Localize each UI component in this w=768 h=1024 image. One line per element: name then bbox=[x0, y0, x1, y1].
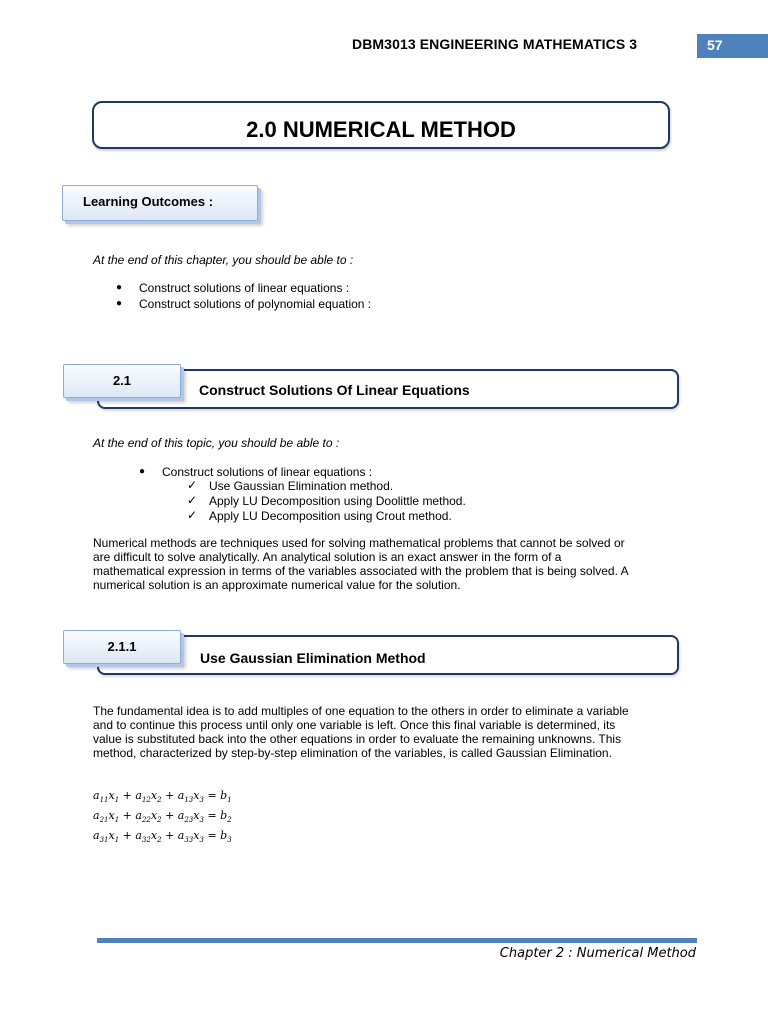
list-item-text: Construct solutions of linear equations : bbox=[162, 465, 373, 479]
equation: $a_{21}x_1 + a_{22}x_2 + a_{23}x_3 = b_2$ bbox=[93, 809, 232, 825]
section-2-1-1-bar bbox=[97, 635, 679, 675]
footer-rule bbox=[97, 938, 697, 943]
footer-chapter-label: Chapter 2 : Numerical Method bbox=[499, 946, 696, 961]
check-item-text: Apply LU Decomposition using Crout method. bbox=[209, 509, 452, 523]
bullet-icon: ● bbox=[116, 298, 123, 309]
bullet-icon: ● bbox=[116, 282, 123, 293]
equation: $a_{11}x_1 + a_{12}x_2 + a_{13}x_3 = b_1$ bbox=[93, 789, 232, 805]
paragraph-line: and to continue this process until only one variable is left. Once this final variable is determined, its bbox=[93, 718, 616, 732]
list-item-text: Construct solutions of linear equations : bbox=[139, 281, 350, 295]
check-item-text: Apply LU Decomposition using Doolittle method. bbox=[209, 494, 466, 508]
section-2-1-title: Construct Solutions Of Linear Equations bbox=[199, 382, 470, 398]
check-item-text: Use Gaussian Elimination method. bbox=[209, 479, 394, 493]
learning-outcomes-tab bbox=[62, 185, 258, 221]
checkmark-icon: ✓ bbox=[187, 493, 198, 507]
paragraph-line: The fundamental idea is to add multiples of one equation to the others in order to eliminate a variable bbox=[93, 704, 629, 718]
topic-intro: At the end of this topic, you should be able to : bbox=[93, 436, 340, 450]
section-2-1-1-tab bbox=[63, 630, 181, 664]
page-number: 57 bbox=[707, 37, 723, 53]
section-2-1-number: 2.1 bbox=[112, 373, 132, 388]
paragraph-line: numerical solution is an approximate numerical value for the solution. bbox=[93, 578, 461, 592]
section-2-1-tab bbox=[63, 364, 181, 398]
equation: $a_{31}x_1 + a_{32}x_2 + a_{33}x_3 = b_3$ bbox=[93, 829, 232, 845]
learning-outcomes-label: Learning Outcomes : bbox=[83, 194, 214, 209]
paragraph-line: Numerical methods are techniques used for solving mathematical problems that cannot be solved or bbox=[93, 536, 625, 550]
paragraph-line: mathematical expression in terms of the variables associated with the problem that is being solved. A bbox=[93, 564, 629, 578]
page-number-badge bbox=[697, 34, 768, 58]
list-item-text: Construct solutions of polynomial equation : bbox=[139, 297, 372, 311]
section-2-1-bar bbox=[97, 369, 679, 409]
course-title: DBM3013 ENGINEERING MATHEMATICS 3 bbox=[352, 36, 638, 52]
gaussian-paragraph bbox=[93, 704, 629, 760]
chapter-intro: At the end of this chapter, you should be able to : bbox=[93, 253, 354, 267]
linear-system-equations bbox=[93, 788, 232, 849]
checkmark-icon: ✓ bbox=[187, 478, 198, 492]
section-2-1-1-number: 2.1.1 bbox=[107, 639, 137, 654]
paragraph-line: value is substituted back into the other equations in order to evaluate the remaining unknowns. This bbox=[93, 732, 622, 746]
paragraph-line: method, characterized by step-by-step elimination of the variables, is called Gaussian Elimination. bbox=[93, 746, 612, 760]
numerical-methods-paragraph bbox=[93, 536, 629, 592]
bullet-icon: ● bbox=[139, 466, 146, 477]
paragraph-line: are difficult to solve analytically. An analytical solution is an exact answer in the form of a bbox=[93, 550, 562, 564]
chapter-title: 2.0 NUMERICAL METHOD bbox=[246, 117, 516, 142]
chapter-title-box bbox=[92, 101, 670, 149]
checkmark-icon: ✓ bbox=[187, 508, 198, 522]
section-2-1-1-title: Use Gaussian Elimination Method bbox=[200, 650, 426, 666]
